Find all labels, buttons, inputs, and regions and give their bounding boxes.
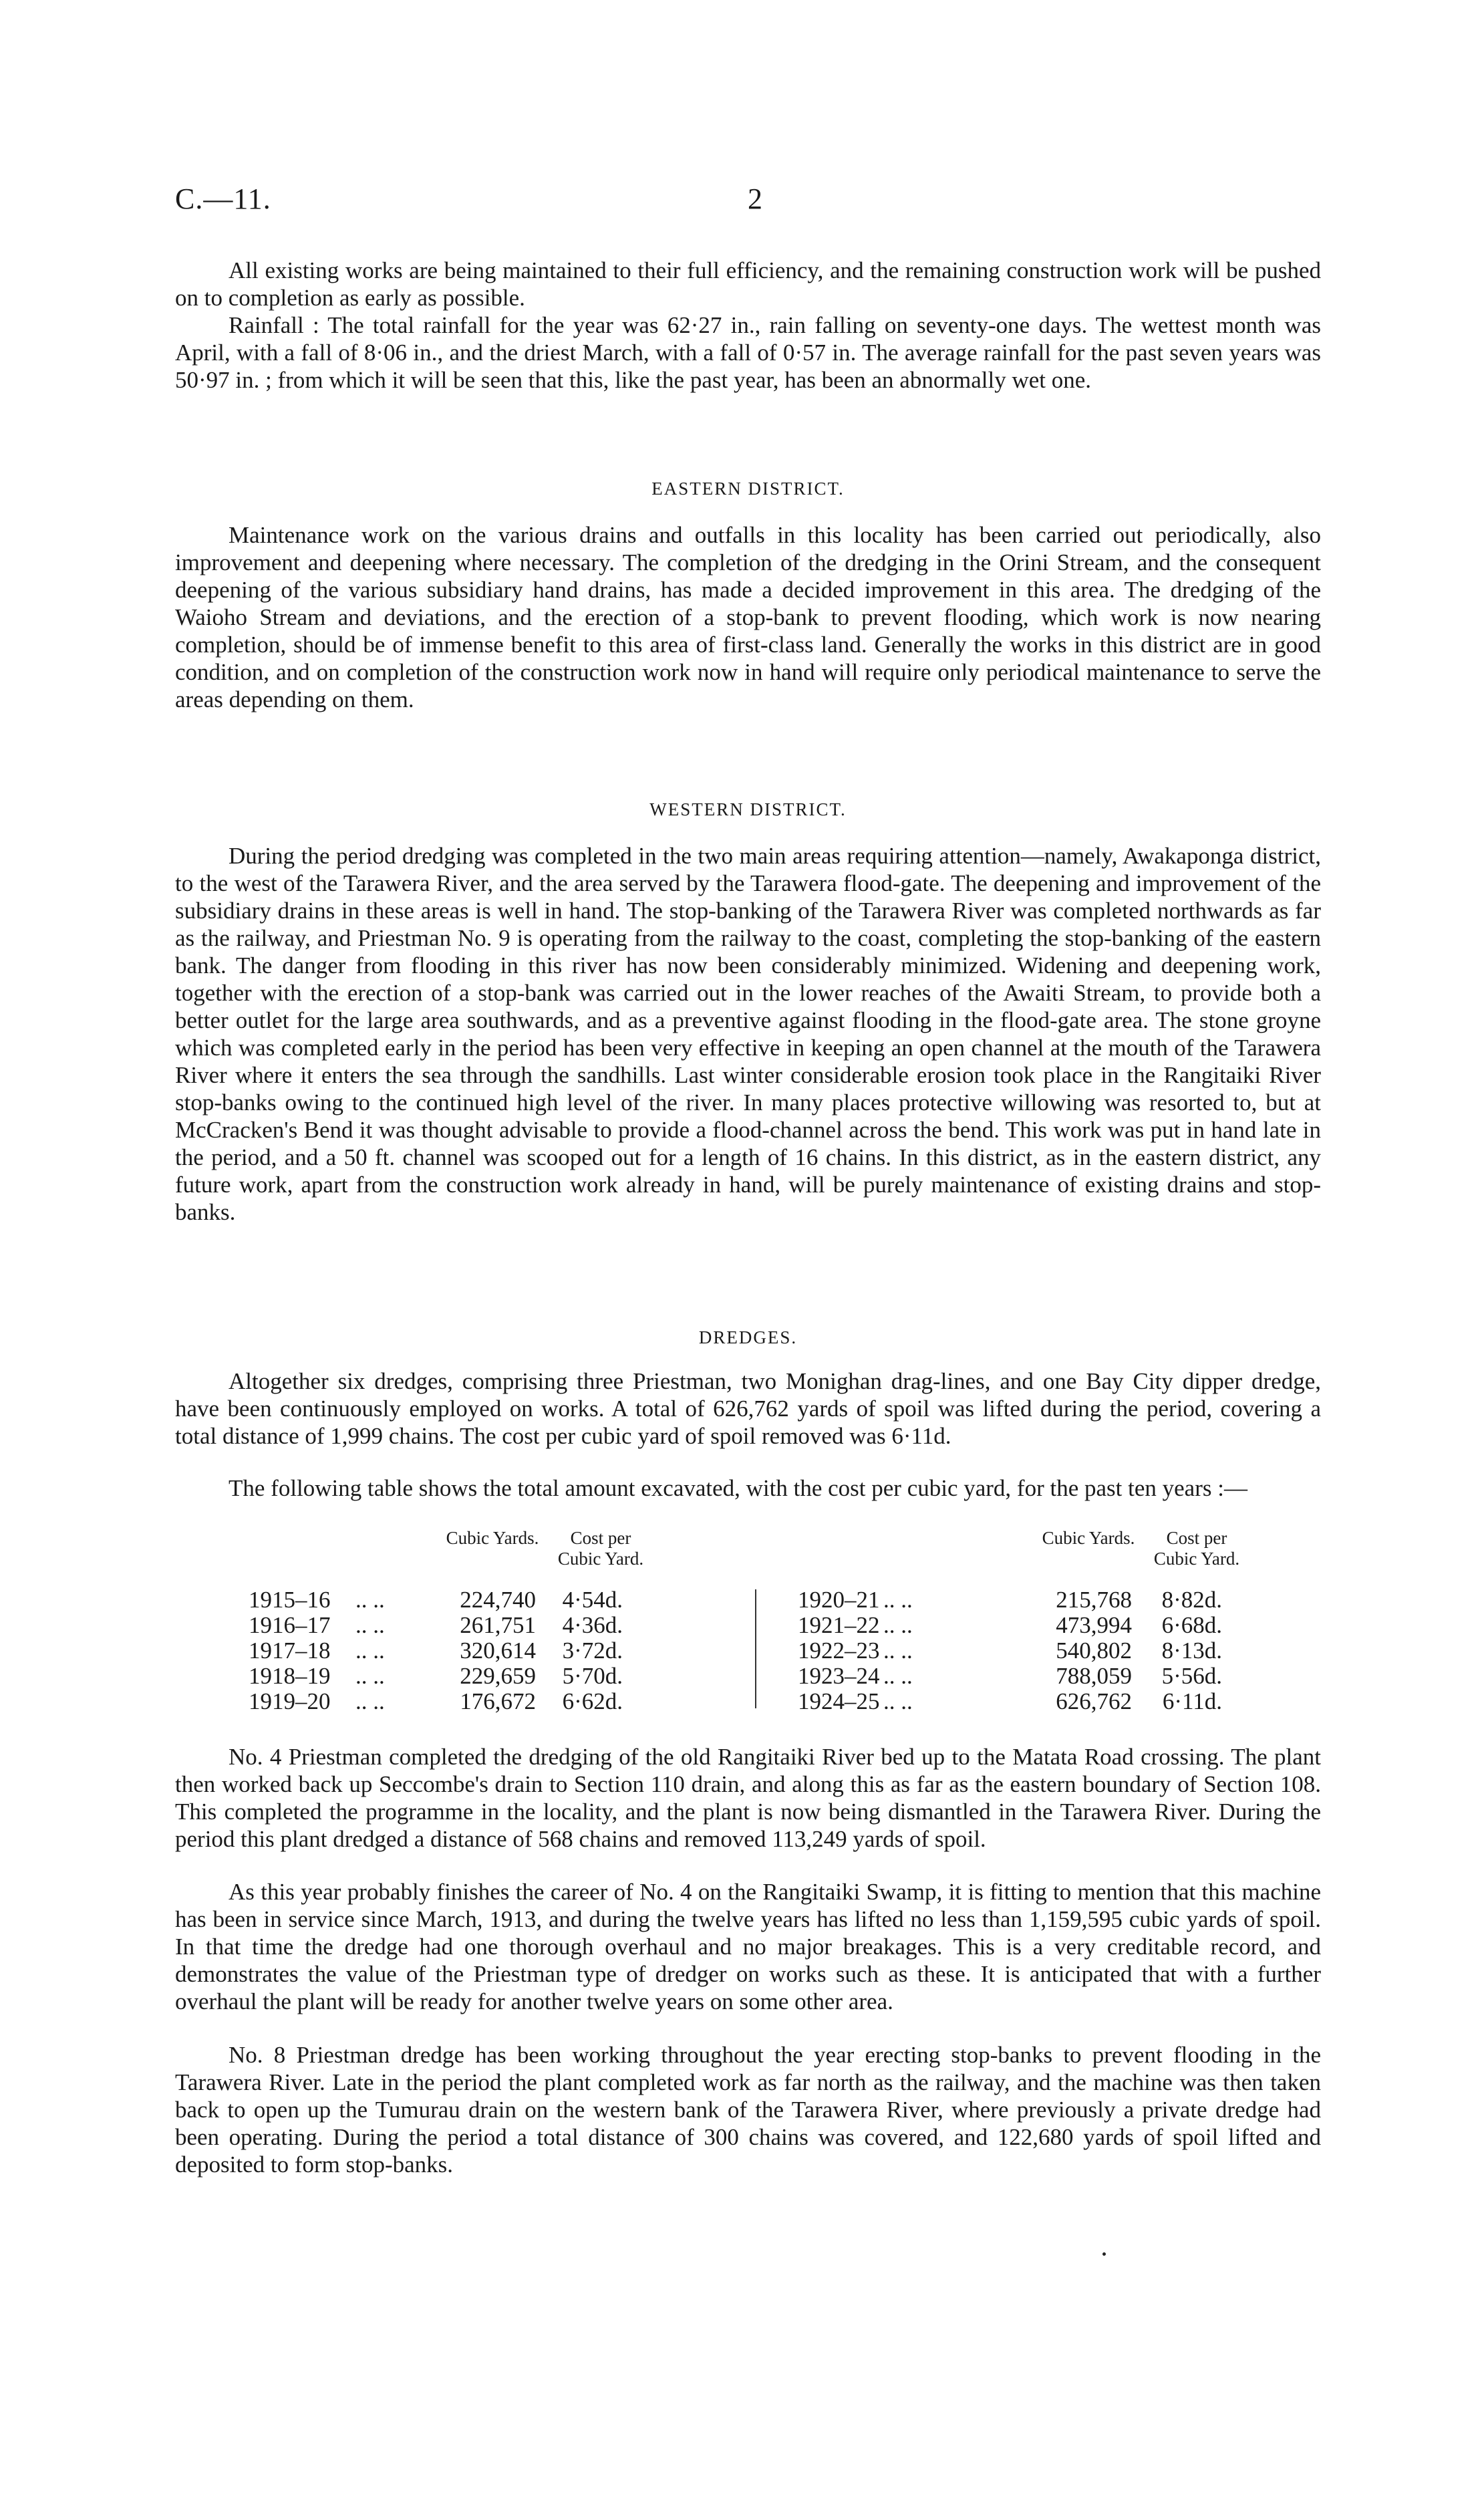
col-header-yards-right: Cubic Yards. — [1042, 1528, 1135, 1548]
dredges-paragraph-no4-career: As this year probably finishes the career of No. 4 on the Rangitaiki Swamp, it is fitting to mention that this machine has been in service since March, 1913, and during the twelve years has lifted no less than 1,159,595 cubic yards of spoil. In that time the dredge had one thorough overhaul and no major breakages. This is a very creditable record, and demonstrates the value of the Priestman type of dredger on works such as these. It is anticipated that with a further overhaul the plant will be ready for another twelve years on some other area. — [175, 1879, 1321, 2014]
table-row-cost: 6·68d. — [1161, 1612, 1222, 1638]
excavation-table — [175, 1528, 1321, 1722]
table-row: 1923–24 — [798, 1663, 880, 1689]
table-row-leader: .. .. — [355, 1587, 385, 1613]
table-row: 1921–22 — [798, 1612, 880, 1638]
table-row: 1920–21 — [798, 1587, 880, 1613]
table-row-leader: .. .. — [883, 1663, 913, 1689]
dredges-paragraph-no8: No. 8 Priestman dredge has been working throughout the year erecting stop-banks to prevent flooding in the Tarawera River. Late in the period the plant completed work as far north as the railway, and the machine was then taken back to open up the Tumurau drain on the western bank of the Tarawera River, where previously a private dredge had been operating. During the period a total distance of 300 chains was covered, and 122,680 yards of spoil lifted and deposited to form stop-banks. — [175, 2042, 1321, 2178]
table-row-yards: 320,614 — [460, 1637, 536, 1664]
table-row-yards: 626,762 — [1056, 1688, 1132, 1714]
table-row-cost: 8·13d. — [1161, 1637, 1222, 1664]
table-row-yards: 540,802 — [1056, 1637, 1132, 1664]
table-row-yards: 229,659 — [460, 1663, 536, 1689]
table-row-yards: 215,768 — [1056, 1587, 1132, 1613]
western-district-paragraph: During the period dredging was completed in the two main areas requiring attention—namely, Awakaponga district, to the west of the Tarawera River, and the area served by the Tarawera flood-gate. The deepening and improvement of the subsidiary drains in these areas is well in hand. The stop-banking of the Tarawera River was completed northwards as far as the railway, and Priestman No. 9 is operating from the railway to the coast, completing the stop-banking of the eastern bank. The danger from flooding in this river has now been considerably minimized. Widening and deepening work, together with the erection of a stop-bank was carried out in the lower reaches of the Awaiti Stream, to provide both a better outlet for the large area southwards, and as a preventive against flooding in the flood-gate area. The stone groyne which was completed early in the period has been very effective in keeping an open channel at the mouth of the Tarawera River where it enters the sea through the sandhills. Last winter considerable erosion took place in the Rangitaiki River stop-banks owing to the continued high level of the river. In many places protective willowing was resorted to, but at McCracken's Bend it was thought advisable to provide a flood-channel across the bend. This work was put in hand late in the period, and a 50 ft. channel was scooped out for a length of 16 chains. In this district, as in the eastern district, any future work, apart from the construction work already in hand, will be purely maintenance of existing drains and stop-banks. — [175, 843, 1321, 1225]
table-row-leader: .. .. — [883, 1612, 913, 1638]
table-row: 1919–20 — [249, 1688, 331, 1714]
dredges-paragraph-no4: No. 4 Priestman completed the dredging of the old Rangitaiki River bed up to the Matata Road crossing. The plant then worked back up Seccombe's drain to Section 110 drain, and along this as far as the eastern boundary of Section 108. This completed the programme in the locality, and the plant is now being dismantled in the Tarawera River. During the period this plant dredged a distance of 568 chains and removed 113,249 yards of spoil. — [175, 1744, 1321, 1852]
table-row-cost: 3·72d. — [562, 1637, 623, 1664]
table-row-leader: .. .. — [355, 1663, 385, 1689]
table-row-leader: .. .. — [883, 1637, 913, 1664]
dredges-paragraph-1: Altogether six dredges, comprising three Priestman, two Monighan drag-lines, and one Bay City dipper dredge, have been continuously employed on works. A total of 626,762 yards of spoil was lifted during the period, covering a total distance of 1,999 chains. The cost per cubic yard of spoil removed was 6·11d. — [175, 1368, 1321, 1449]
table-row-cost: 4·36d. — [562, 1612, 623, 1638]
table-row-yards: 224,740 — [460, 1587, 536, 1613]
western-district-heading: WESTERN DISTRICT. — [649, 799, 847, 819]
running-header-ref: C.—11. — [175, 182, 271, 215]
table-row: 1918–19 — [249, 1663, 331, 1689]
table-row: 1916–17 — [249, 1612, 331, 1638]
table-column-rule — [755, 1589, 756, 1708]
eastern-district-heading: EASTERN DISTRICT. — [651, 479, 845, 499]
table-row-cost: 5·56d. — [1161, 1663, 1222, 1689]
table-row-yards: 176,672 — [460, 1688, 536, 1714]
page-number: 2 — [748, 182, 762, 215]
table-row: 1924–25 — [798, 1688, 880, 1714]
rainfall-paragraph: Rainfall : The total rainfall for the year was 62·27 in., rain falling on seventy-one days. The wettest month was April, with a fall of 8·06 in., and the driest March, with a fall of 0·57 in. The average rainfall for the past seven years was 50·97 in. ; from which it will be seen that this, like the past year, has been an abnormally wet one. — [175, 312, 1321, 393]
table-row-cost: 6·62d. — [562, 1688, 623, 1714]
table-row-leader: .. .. — [883, 1587, 913, 1613]
table-row-leader: .. .. — [355, 1688, 385, 1714]
col-header-yards-left: Cubic Yards. — [446, 1528, 539, 1548]
dredges-heading: DREDGES. — [698, 1327, 798, 1347]
table-row-cost: 5·70d. — [562, 1663, 623, 1689]
intro-paragraph-1: All existing works are being maintained to their full efficiency, and the remaining construction work will be pushed on to completion as early as possible. — [175, 257, 1321, 311]
table-row-leader: .. .. — [883, 1688, 913, 1714]
dredges-table-intro: The following table shows the total amount excavated, with the cost per cubic yard, for the past ten years :— — [229, 1475, 1247, 1501]
table-row: 1915–16 — [249, 1587, 331, 1613]
table-row-cost: 8·82d. — [1161, 1587, 1222, 1613]
table-row: 1922–23 — [798, 1637, 880, 1664]
eastern-district-paragraph: Maintenance work on the various drains and outfalls in this locality has been carried out periodically, also improvement and deepening where necessary. The completion of the dredging in the Orini Stream, and the consequent deepening of the various subsidiary hand drains, has made a decided improvement in this area. The dredging of the Waioho Stream and deviations, and the erection of a stop-bank to prevent flooding, which work is now nearing completion, should be of immense benefit to this area of first-class land. Generally the works in this district are in good condition, and on completion of the construction work now in hand will require only periodical maintenance to serve the areas depending on them. — [175, 522, 1321, 712]
scan-speck — [1102, 2252, 1106, 2256]
table-row-yards: 473,994 — [1056, 1612, 1132, 1638]
col-header-cost-right: Cost per Cubic Yard. — [1153, 1528, 1240, 1569]
table-row-cost: 6·11d. — [1162, 1688, 1222, 1714]
table-row: 1917–18 — [249, 1637, 331, 1664]
table-row-leader: .. .. — [355, 1637, 385, 1664]
table-row-yards: 788,059 — [1056, 1663, 1132, 1689]
table-row-leader: .. .. — [355, 1612, 385, 1638]
table-row-cost: 4·54d. — [562, 1587, 623, 1613]
table-row-yards: 261,751 — [460, 1612, 536, 1638]
col-header-cost-left: Cost per Cubic Yard. — [557, 1528, 644, 1569]
